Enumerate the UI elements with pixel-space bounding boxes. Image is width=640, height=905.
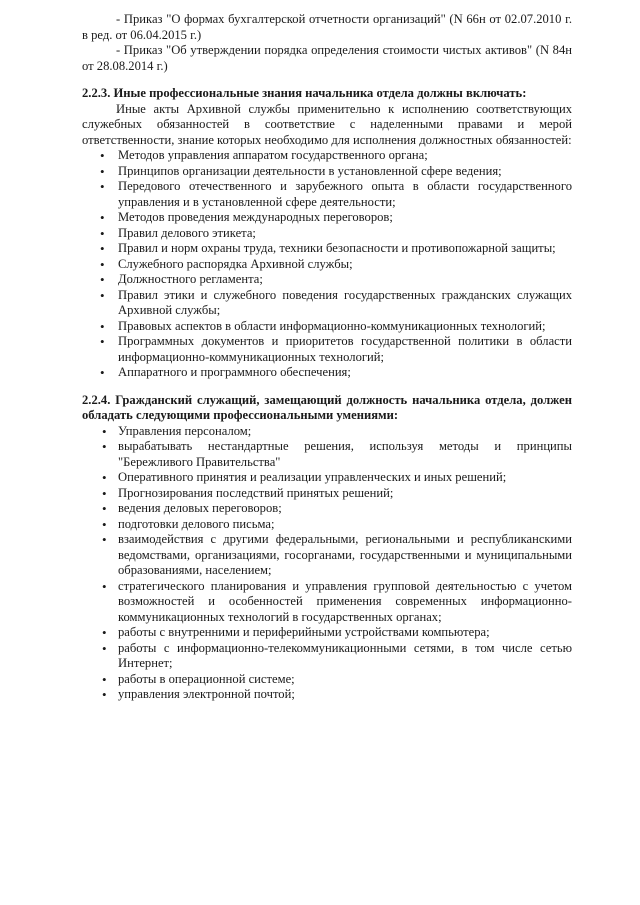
list-item: • Методов управления аппаратом государственного органа; (82, 148, 572, 164)
reference-line-2: - Приказ "Об утверждении порядка определения стоимости чистых активов" (N 84н от 28.08.2014 г.) (82, 43, 572, 73)
list-item: • Правил и норм охраны труда, техники безопасности и противопожарной защиты; (82, 241, 572, 257)
list-item: • работы с информационно-телекоммуникационными сетями, в том числе сетью Интернет; (82, 641, 572, 672)
list-item: • ведения деловых переговоров; (82, 501, 572, 517)
knowledge-list (82, 148, 572, 381)
list-item: • Служебного распорядка Архивной службы; (82, 257, 572, 273)
reference-line-1: - Приказ "О формах бухгалтерской отчетности организаций" (N 66н от 02.07.2010 г. в ред. от 06.04.2015 г.) (82, 12, 572, 42)
list-item: • Правил делового этикета; (82, 226, 572, 242)
list-item: • стратегического планирования и управления групповой деятельностью с учетом возможностей и особенностей применения современных информационно-коммуникационных технологий в государственных органах; (82, 579, 572, 626)
section-intro-2-2-3: Иные акты Архивной службы применительно к исполнению соответствующих служебных обязанностей в соответствие с наделенными правами и мерой ответственности, знание которых необходимо для исполнения должностных обязанностей: (82, 101, 572, 147)
list-item: • Правил этики и служебного поведения государственных гражданских служащих Архивной службы; (82, 288, 572, 319)
list-item: • Передового отечественного и зарубежного опыта в области государственного управления и в установленной сфере деятельности; (82, 179, 572, 210)
list-item: • Управления персоналом; (82, 424, 572, 440)
list-item: • Программных документов и приоритетов государственной политики в области информационно-коммуникационных технологий; (82, 334, 572, 365)
list-item: • Оперативного принятия и реализации управленческих и иных решений; (82, 470, 572, 486)
list-item: • Правовых аспектов в области информационно-коммуникационных технологий; (82, 319, 572, 335)
list-item: • управления электронной почтой; (82, 687, 572, 703)
list-item: • Прогнозирования последствий принятых решений; (82, 486, 572, 502)
list-item: • взаимодействия с другими федеральными, региональными и республиканскими ведомствами, организациями, госорганами, государственными и муниципальными образованиями, населением; (82, 532, 572, 579)
list-item: • Методов проведения международных переговоров; (82, 210, 572, 226)
skills-list (82, 424, 572, 703)
list-item: • Аппаратного и программного обеспечения; (82, 365, 572, 381)
list-item: • Должностного регламента; (82, 272, 572, 288)
list-item: • работы с внутренними и периферийными устройствами компьютера; (82, 625, 572, 641)
section-heading-2-2-3: 2.2.3. Иные профессиональные знания начальника отдела должны включать: (82, 86, 527, 100)
list-item: • вырабатывать нестандартные решения, используя методы и принципы "Бережливого Правительства" (82, 439, 572, 470)
section-heading-2-2-4: 2.2.4. Гражданский служащий, замещающий должность начальника отдела, должен обладать следующими профессиональными умениями: (82, 392, 572, 422)
list-item: • подготовки делового письма; (82, 517, 572, 533)
list-item: • Принципов организации деятельности в установленной сфере ведения; (82, 164, 572, 180)
list-item: • работы в операционной системе; (82, 672, 572, 688)
